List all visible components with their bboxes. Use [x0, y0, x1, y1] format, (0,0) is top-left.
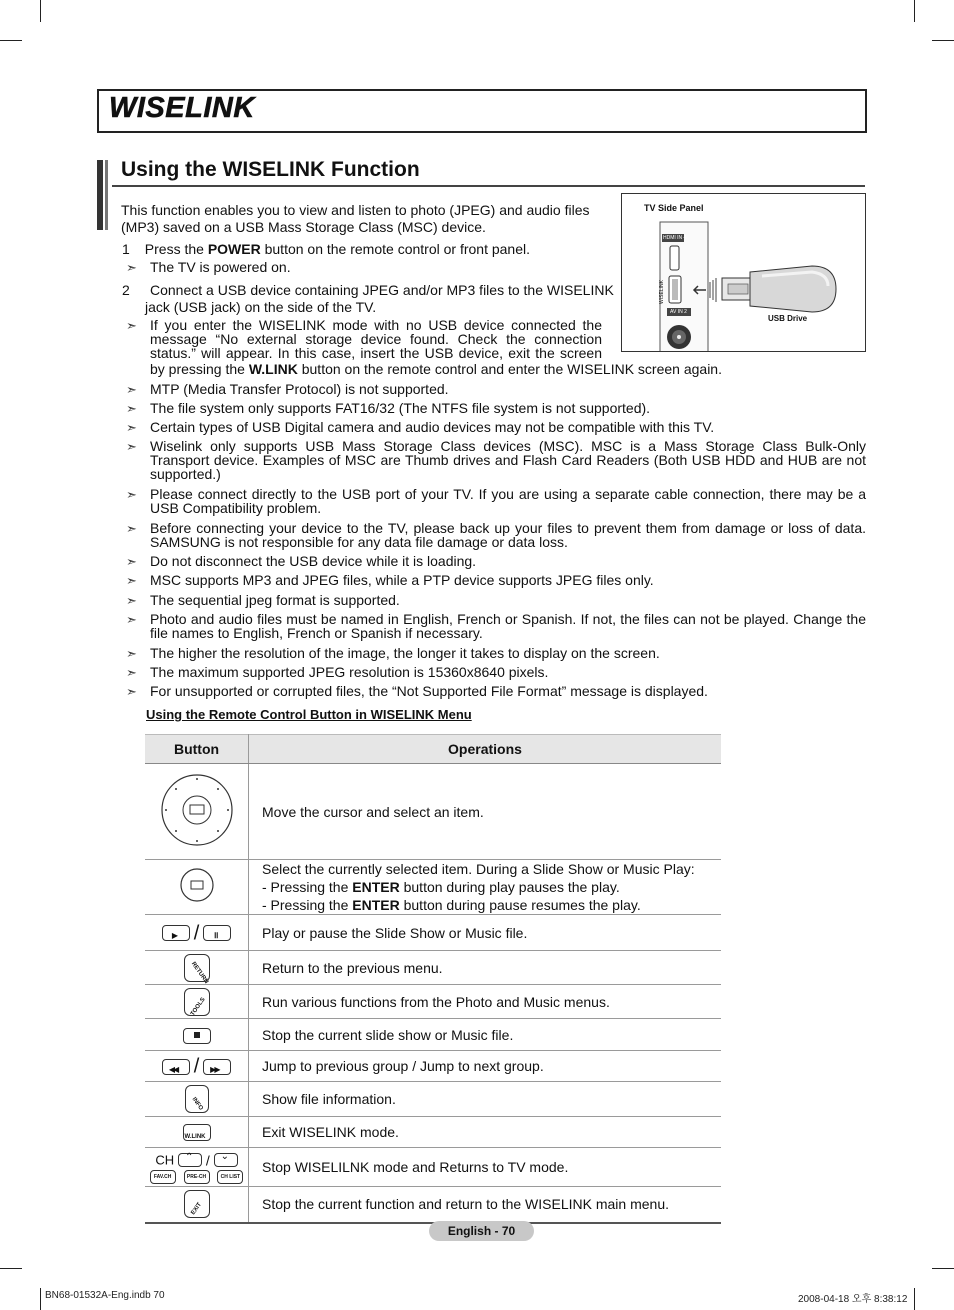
button-operations-table [145, 734, 721, 1224]
section-bar [97, 160, 103, 230]
footer-date-slug: 2008-04-18 오후 8:38:12 [798, 1294, 908, 1305]
operation-cell: Stop WISELILNK mode and Returns to TV mode. [249, 1148, 722, 1187]
channel-buttons: CH ⌃ / ⌄ [145, 1152, 248, 1167]
operation-text: - Pressing the [262, 879, 353, 895]
crop-mark [932, 1268, 954, 1269]
note-arrow-icon: ➣ [126, 521, 137, 536]
note-arrow-icon: ➣ [126, 401, 137, 416]
note-item: MSC supports MP3 and JPEG files, while a PTP device supports JPEG files only. [150, 572, 654, 588]
table-row [145, 1187, 721, 1223]
table-caption: Using the Remote Control Button in WISELINK Menu [146, 707, 472, 722]
note-item: The maximum supported JPEG resolution is 15360x8640 pixels. [150, 664, 549, 680]
button-cell [145, 764, 249, 860]
step-2-number: 2 [122, 282, 130, 298]
note-item: The file system only supports FAT16/32 (The NTFS file system is not supported). [150, 400, 651, 416]
crop-mark [40, 0, 41, 22]
info-button-icon [185, 1085, 209, 1113]
button-cell [145, 1082, 249, 1117]
button-cell [145, 1148, 249, 1187]
operation-text: button during pause resumes the play. [399, 897, 641, 913]
step-bold: POWER [207, 241, 261, 257]
step-text: Press the [144, 241, 208, 257]
table-row [145, 1082, 721, 1117]
channel-up-icon: ⌃ [178, 1153, 202, 1167]
operation-cell: Show file information. [249, 1082, 722, 1117]
note-bold: W.LINK [248, 361, 298, 377]
ch-label: CH [155, 1152, 175, 1167]
button-cell [145, 860, 249, 915]
table-row [145, 1051, 721, 1082]
note-item: For unsupported or corrupted files, the “Not Supported File Format” message is displayed. [150, 683, 708, 699]
wlink-button-icon [183, 1124, 211, 1141]
direction-pad-icon [160, 773, 234, 847]
column-header-operations: Operations [249, 735, 722, 764]
note-arrow-icon: ➣ [126, 593, 137, 608]
note-first [150, 318, 602, 360]
chapter-title: WISELINK [109, 92, 255, 124]
pause-button-icon: ॥ [203, 925, 231, 941]
panel-title: TV Side Panel [644, 203, 704, 213]
operation-bold: ENTER [352, 879, 400, 895]
note-item: Certain types of USB Digital camera and audio devices may not be compatible with this TV. [150, 419, 715, 435]
operation-cell: Exit WISELINK mode. [249, 1117, 722, 1148]
step-2-line: jack (USB jack) on the side of the TV. [145, 299, 377, 315]
crop-mark [0, 1268, 22, 1269]
key-label: TOOLS [189, 996, 207, 1017]
note-item: Do not disconnect the USB device while it is loading. [150, 553, 477, 569]
note-arrow-icon: ➣ [126, 554, 137, 569]
button-cell [145, 951, 249, 985]
operation-cell [249, 860, 722, 915]
operation-cell: Stop the current slide show or Music file. [249, 1019, 722, 1051]
hdmi-label: HDMI IN 4 [663, 235, 687, 241]
step-1-note: The TV is powered on. [150, 259, 291, 275]
channel-keys [145, 1169, 248, 1184]
note-arrow-icon: ➣ [126, 684, 137, 699]
note-arrow-icon: ➣ [126, 439, 137, 454]
note-item: Wiselink only supports USB Mass Storage Class devices (MSC). MSC is a Mass Storage Class Bulk-Only Transport device. Examples of MSC are Thumb drives and Flash Card Readers (Both USB HDD and HUB are not supported.) [150, 438, 866, 482]
tv-side-panel-figure [621, 193, 866, 352]
table-header-row [145, 735, 721, 764]
operation-line [262, 878, 721, 896]
av-label: AV IN 2 [670, 309, 687, 315]
note-arrow-icon: ➣ [126, 420, 137, 435]
rewind-button-icon: ◀◀ [162, 1059, 190, 1075]
key-label: W.LINK [184, 1134, 206, 1141]
intro-line: (MP3) saved on a USB Mass Storage Class (MSC) device. [121, 219, 486, 235]
note-line: If you enter the WISELINK mode with no USB device connected the [150, 317, 602, 333]
panel-illustration [622, 194, 865, 351]
crop-mark [914, 1288, 915, 1310]
table-row [145, 1019, 721, 1051]
note-arrow-icon: ➣ [126, 612, 137, 627]
operation-cell: Return to the previous menu. [249, 951, 722, 985]
step-text: button on the remote control or front panel. [260, 241, 530, 257]
note-item: The higher the resolution of the image, the longer it takes to display on the screen. [150, 645, 660, 661]
section-rule [112, 185, 865, 187]
operation-cell: Move the cursor and select an item. [249, 764, 722, 860]
section-bar [105, 160, 108, 230]
enter-button-icon [179, 867, 215, 903]
note-text: by pressing the [150, 361, 249, 377]
step-number: 1 [122, 241, 130, 257]
stop-button-icon [183, 1028, 211, 1044]
note-line: message “No external storage device found. Check the connection [150, 331, 602, 347]
channel-down-icon: ⌄ [214, 1153, 238, 1167]
note-arrow-icon: ➣ [126, 573, 137, 588]
operation-text: button during play pauses the play. [399, 879, 620, 895]
table-row [145, 764, 721, 860]
fast-forward-button-icon: ▶▶ [203, 1059, 231, 1075]
operation-cell: Play or pause the Slide Show or Music file. [249, 915, 722, 951]
operation-line [262, 896, 721, 914]
button-cell: ▶ / ॥ [145, 915, 249, 951]
note-first-last-line [150, 362, 722, 376]
table-row [145, 985, 721, 1019]
table-row [145, 951, 721, 985]
crop-mark [40, 1288, 41, 1310]
key-label: EXIT [189, 1202, 203, 1217]
exit-button-icon [184, 1190, 210, 1218]
operation-line: Select the currently selected item. During a Slide Show or Music Play: [262, 861, 695, 877]
table-row [145, 1148, 721, 1187]
play-button-icon: ▶ [162, 925, 190, 941]
operation-bold: ENTER [352, 897, 400, 913]
ch-list-button-icon: CH LIST [217, 1170, 243, 1184]
note-arrow-icon: ➣ [126, 382, 137, 397]
note-arrow-icon: ➣ [126, 260, 137, 275]
chapter-header [97, 89, 867, 133]
button-cell: ◀◀ / ▶▶ [145, 1051, 249, 1082]
fav-ch-button-icon: FAV.CH [150, 1170, 176, 1184]
table-row [145, 860, 721, 915]
intro-line: This function enables you to view and listen to photo (JPEG) and audio files [121, 202, 590, 218]
crop-mark [914, 0, 915, 22]
note-arrow-icon: ➣ [126, 487, 137, 502]
note-arrow-icon: ➣ [126, 665, 137, 680]
operation-cell: Stop the current function and return to the WISELINK main menu. [249, 1187, 722, 1223]
crop-mark [932, 40, 954, 41]
note-item: The sequential jpeg format is supported. [150, 592, 400, 608]
button-cell [145, 1187, 249, 1223]
note-item: Please connect directly to the USB port of your TV. If you are using a separate cable connection, there may be a USB Compatibility problem. [150, 486, 866, 516]
button-cell [145, 985, 249, 1019]
note-item: Photo and audio files must be named in English, French or Spanish. If not, the files can not be played. Change the file names to English, French or Spanish if necessary. [150, 611, 866, 641]
step-1 [122, 242, 530, 257]
button-cell [145, 1019, 249, 1051]
note-arrow-icon: ➣ [126, 318, 137, 333]
button-cell [145, 1117, 249, 1148]
note-arrow-icon: ➣ [126, 646, 137, 661]
note-item: MTP (Media Transfer Protocol) is not supported. [150, 381, 449, 397]
operation-text: - Pressing the [262, 897, 353, 913]
return-button-icon [184, 954, 210, 985]
section-title: Using the WISELINK Function [121, 158, 420, 181]
footer-file-slug: BN68-01532A-Eng.indb 70 [45, 1290, 165, 1301]
usb-drive-label: USB Drive [768, 314, 808, 323]
crop-mark [0, 40, 22, 41]
operation-cell: Run various functions from the Photo and Music menus. [249, 985, 722, 1019]
operation-cell: Jump to previous group / Jump to next group. [249, 1051, 722, 1082]
key-label: RETURN [189, 960, 209, 985]
wiselink-port-label: WISELINK [658, 280, 665, 304]
table-row [145, 1117, 721, 1148]
table-row [145, 915, 721, 951]
step-2-line: Connect a USB device containing JPEG and/or MP3 files to the WISELINK [150, 282, 614, 298]
note-text: button on the remote control and enter the WISELINK screen again. [297, 361, 722, 377]
key-label: INFO [190, 1096, 204, 1112]
column-header-button: Button [145, 735, 249, 764]
pre-ch-button-icon: PRE-CH [184, 1170, 210, 1184]
note-item: Before connecting your device to the TV, please back up your files to prevent them from damage or loss of data. SAMSUNG is not responsible for any data file damage or data loss. [150, 520, 866, 550]
note-line: status.” will appear. In this case, insert the USB device, exit the screen [150, 345, 602, 361]
tools-button-icon [184, 988, 210, 1016]
page-number-badge: English - 70 [429, 1221, 534, 1241]
